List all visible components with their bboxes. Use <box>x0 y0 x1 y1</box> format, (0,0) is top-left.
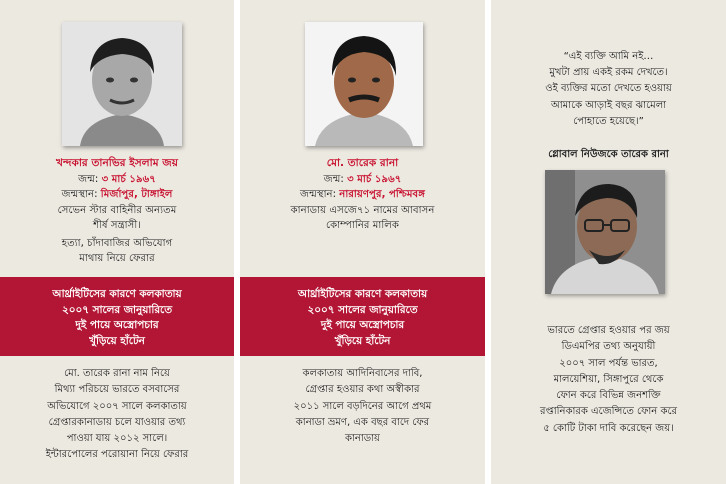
birthplace-label: জন্মস্থান: <box>300 189 340 200</box>
middle-highlight-band <box>240 277 485 356</box>
paragraph-line: কানাডা ভ্রমণ, এক বছর বাদে ফের <box>295 416 430 428</box>
right-quote <box>493 49 724 130</box>
right-bottom-text <box>493 323 724 437</box>
quote-line: ওই ব্যক্তির মতো দেখতে হওয়ায় <box>545 83 672 95</box>
right-caption: গ্লোবাল নিউজকে তারেক রানা <box>548 149 669 160</box>
band-line: দুই পায়ে অস্ত্রোপচার <box>320 319 405 331</box>
paragraph-line: ভারতে গ্রেপ্তার হওয়ার পর জয় <box>547 325 670 336</box>
paragraph-line: ৫ কোটি টাকা দাবি করেছেন জয়। <box>543 422 674 434</box>
dob-value: ৩ মার্চ ১৯৬৭ <box>347 173 402 185</box>
middle-desc-line: কোম্পানির মালিক <box>325 220 400 231</box>
paragraph-line: ফোন করে বিভিন্ন জনশক্তি <box>556 390 661 402</box>
paragraph-line: গ্রেপ্তারকানাডায় চলে যাওয়ার তথ্য <box>48 416 186 428</box>
quote-line: পোহাতে হয়েছে।” <box>573 115 644 127</box>
person-portrait-icon <box>545 170 665 294</box>
left-highlight-band <box>0 277 234 356</box>
band-line: খুঁড়িয়ে হাঁটেন <box>89 334 145 347</box>
middle-name: মো. তারেক রানা <box>326 157 399 169</box>
dob-label: জন্ম: <box>78 173 102 185</box>
paragraph-line: পাওয়া যায় ২০১২ সালে। <box>66 433 168 445</box>
left-portrait-photo <box>62 22 182 146</box>
person-portrait-icon <box>305 22 423 146</box>
left-birthplace <box>2 187 232 203</box>
paragraph-line: কানাডায় <box>345 433 380 445</box>
band-line: আর্থ্রাইটিসের কারণে কলকাতায় <box>297 288 428 300</box>
middle-profile-block <box>242 156 483 234</box>
paragraph-line: মিথ্যা পরিচয়ে ভারতে বসবাসের <box>54 384 180 396</box>
left-profile-block <box>2 156 232 267</box>
left-desc-line: হত্যা, চাঁদাবাজির অভিযোগ <box>61 237 173 249</box>
band-line: আর্থ্রাইটিসের কারণে কলকাতায় <box>52 288 182 300</box>
paragraph-line: ২০১১ সালে বড়দিনের আগে প্রথম <box>293 400 432 412</box>
quote-line: মুখটা প্রায় একই রকম দেখতে। <box>549 67 668 79</box>
paragraph-line: মালয়েশিয়া, সিঙ্গাপুরে থেকে <box>553 373 664 385</box>
paragraph-line: অভিযোগে ২০০৭ সালে কলকাতায় <box>47 400 187 412</box>
paragraph-line: ইন্টারপোলের পরোয়ানা নিয়ে ফেরার <box>45 449 189 461</box>
dob-label: জন্ম: <box>323 173 348 185</box>
middle-bottom-text <box>242 366 483 447</box>
birthplace-label: জন্মস্থান: <box>61 189 101 200</box>
band-line: ২০০৭ সালের জানুয়ারিতে <box>307 303 418 316</box>
left-desc-line: শীর্ষ সন্ত্রাসী। <box>93 220 141 231</box>
left-name: খন্দকার তানভির ইসলাম জয় <box>55 157 178 169</box>
middle-desc-line: কানাডায় এসজে৭১ নামের আবাসন <box>290 204 435 216</box>
dob-value: ৩ মার্চ ১৯৬৭ <box>101 173 156 185</box>
paragraph-line: কলকাতায় আদিনিবাসের দাবি, <box>302 368 423 379</box>
band-line: খুঁড়িয়ে হাঁটেন <box>334 334 391 347</box>
birthplace-value: মির্জাপুর, টাঙ্গাইল <box>100 189 173 200</box>
quote-line: আমাকে আড়াই বছর ঝামেলা <box>550 99 667 111</box>
right-portrait-photo <box>545 170 665 294</box>
paragraph-line: মো. তারেক রানা নাম নিয়ে <box>64 368 170 379</box>
left-desc-line: সেভেন স্টার বাহিনীর অন্যতম <box>57 204 177 216</box>
left-desc-line: মাথায় নিয়ে ফেরার <box>79 253 155 264</box>
middle-dob <box>242 172 483 188</box>
person-portrait-icon <box>62 22 182 146</box>
middle-portrait-photo <box>305 22 423 146</box>
band-line: দুই পায়ে অস্ত্রোপচার <box>75 319 159 331</box>
middle-birthplace <box>242 187 483 203</box>
paragraph-line: রপ্তানিকারক এজেন্সিতে ফোন করে <box>540 406 677 418</box>
paragraph-line: ২০০৭ সাল পর্যন্ত ভারত, <box>559 357 658 369</box>
left-dob <box>2 172 232 188</box>
birthplace-value: নারায়ণপুর, পশ্চিমবঙ্গ <box>339 189 425 200</box>
paragraph-line: ডিএমপির তথ্য অনুযায়ী <box>561 341 656 353</box>
paragraph-line: গ্রেপ্তার হওয়ার কথা অস্বীকার <box>305 384 420 396</box>
left-bottom-text <box>2 366 232 464</box>
quote-line: “এই ব্যক্তি আমি নই… <box>563 51 654 62</box>
band-line: ২০০৭ সালের জানুয়ারিতে <box>61 303 173 316</box>
